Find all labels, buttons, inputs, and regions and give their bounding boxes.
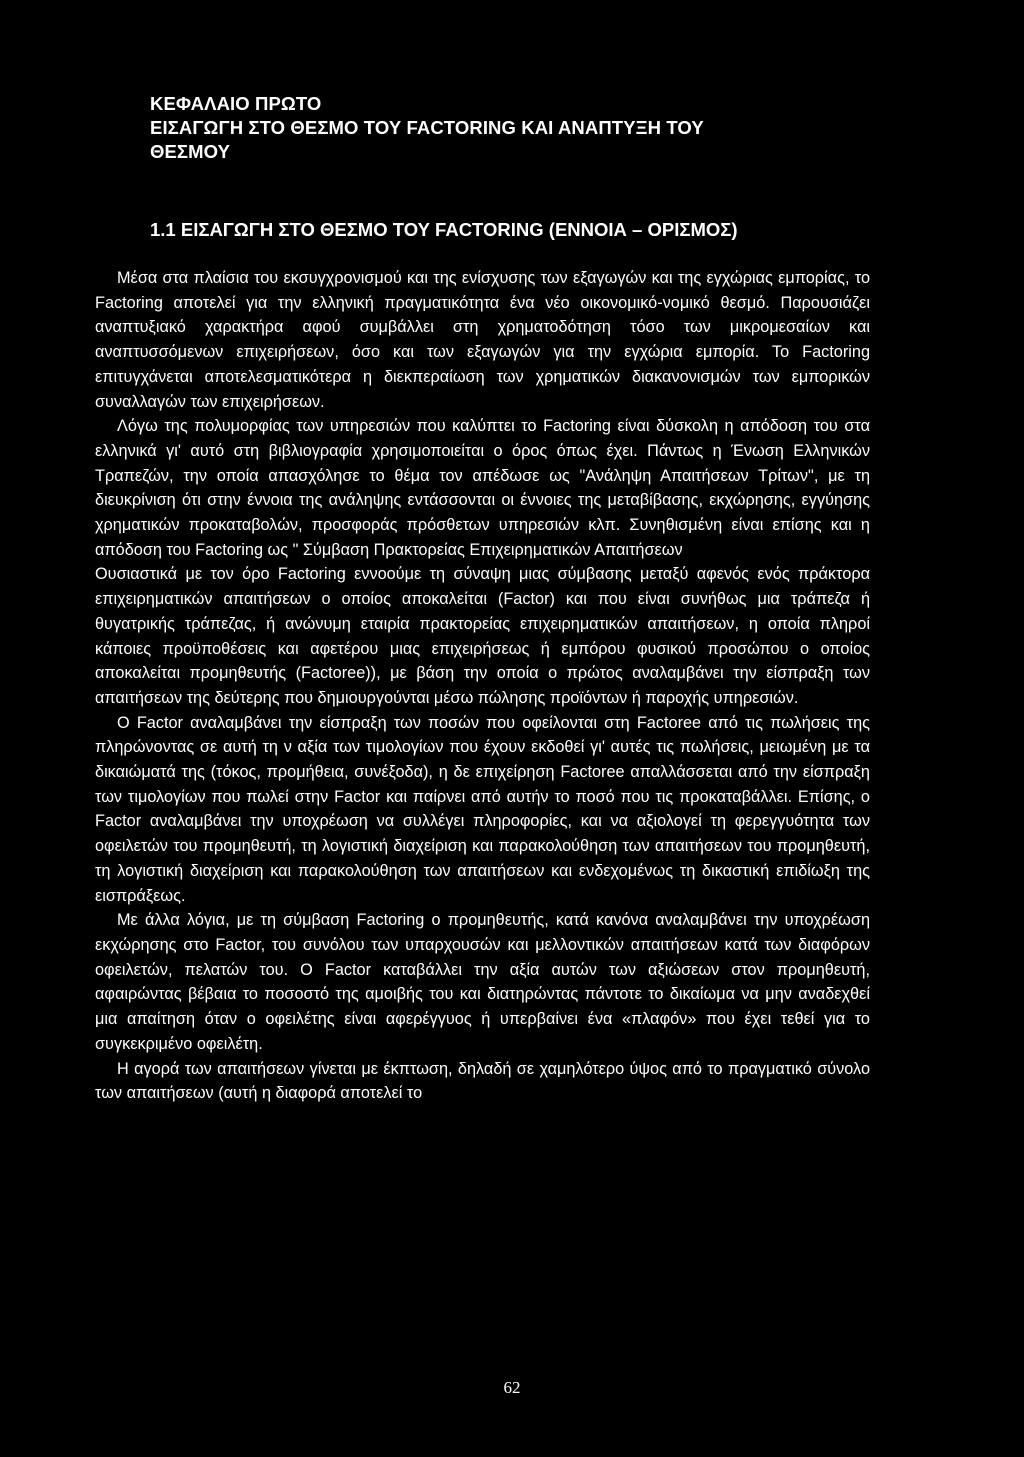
paragraph: Ο Factor αναλαμβάνει την είσπραξη των ποσών που οφείλονται στη Factoree από τις πωλήσεις της πληρώνοντας σε αυτή τη ν αξία των τιμολογίων που έχουν εκδοθεί γι' αυτές τις πωλήσεις, μειωμένη με τα δικαιώματά της (τόκος, προμήθεια, συνέξοδα), η δε επιχείρηση Factoree απαλλάσσεται από την είσπραξη των τιμολογίων που πωλεί στην Factor και παίρνει από αυτήν το ποσό που τις προκαταβάλλει. Επίσης, ο Factor αναλαμβάνει την υποχρέωση να συλλέγει πληροφορίες, και να αξιολογεί τη φερεγγυότητα των οφειλετών του προμηθευτή, τη λογιστική διαχείριση και παρακολούθηση των απαιτήσεων του προμηθευτή, τη λογιστική διαχείριση και παρακολούθηση των απαιτήσεων και ενδεχομένως τη δικαστική επιδίωξη της εισπράξεως. (95, 713, 870, 905)
chapter-heading (150, 92, 890, 164)
paragraph: Λόγω της πολυμορφίας των υπηρεσιών που καλύπτει το Factoring είναι δύσκολη η απόδοση του στα ελληνικά γι' αυτό στη βιβλιογραφία χρησιμοποιείται ο όρος όπως έχει. Πάντως η Ένωση Ελληνικών Τραπεζών, την οποία απασχόλησε το θέμα τον απέδωσε ως "Ανάληψη Απαιτήσεων Τρίτων", με τη διευκρίνιση ότι στην έννοια της ανάληψης εντάσσονται οι έννοιες της μεταβίβασης, εκχώρησης, εγγύησης χρηματικών προκαταβολών, προσφοράς πρόσθετων υπηρεσιών κλπ. Συνηθισμένη είναι επίσης και η απόδοση του Factoring ως " Σύμβαση Πρακτορείας Επιχειρηματικών Απαιτήσεων (95, 417, 870, 559)
page-number: 62 (503, 1378, 521, 1397)
paragraph: Η αγορά των απαιτήσεων γίνεται με έκπτωση, δηλαδή σε χαμηλότερο ύψος από το πραγματικό σύνολο των απαιτήσεων (αυτή η διαφορά αποτελεί το (95, 1059, 870, 1103)
body-text (95, 266, 870, 1106)
chapter-title-line-1: ΕΙΣΑΓΩΓΗ ΣΤΟ ΘΕΣΜΟ ΤΟΥ FACTORING ΚΑΙ ΑΝΑΠΤΥΞΗ ΤΟΥ (150, 117, 704, 138)
paragraph: Μέσα στα πλαίσια του εκσυγχρονισμού και της ενίσχυσης των εξαγωγών και της εγχώριας εμπορίας, το Factoring αποτελεί για την ελληνική πραγματικότητα ένα νέο οικονομικό-νομικό θεσμό. Παρουσιάζει αναπτυξιακό χαρακτήρα αφού συμβάλλει στη χρηματοδότηση τόσο των μικρομεσαίων και αναπτυσσόμενων επιχειρήσεων, όσο και των εξαγωγών για την εγχώρια εμπορία. Το Factoring επιτυγχάνεται αποτελεσματικότερα η διεκπεραίωση των χρηματικών διακανονισμών των εμπορικών συναλλαγών των επιχειρήσεων. (95, 269, 870, 411)
chapter-title-line-2: ΘΕΣΜΟΥ (150, 141, 231, 162)
section-title: 1.1 ΕΙΣΑΓΩΓΗ ΣΤΟ ΘΕΣΜΟ ΤΟΥ FACTORING (ΕΝΝΟΙΑ – ΟΡΙΣΜΟΣ) (150, 219, 738, 240)
chapter-label: ΚΕΦΑΛΑΙΟ ΠΡΩΤΟ (150, 93, 322, 114)
paragraph: Ουσιαστικά με τον όρο Factoring εννοούμε τη σύναψη μιας σύμβασης μεταξύ αφενός ενός πράκτορα επιχειρηματικών απαιτήσεων ο οποίος αποκαλείται (Factor) και που είναι συνήθως μια τράπεζα ή θυγατρικής τράπεζας, ή ανώνυμη εταιρία πρακτορείας επιχειρηματικών απαιτήσεων, η οποία πληροί κάποιες προϋποθέσεις και αφετέρου μιας επιχειρήσεως ή εμπόρου φυσικού προσώπου ο οποίος αποκαλείται προμηθευτής (Factoree)), με βάση την οποία ο πρώτος αναλαμβάνει την είσπραξη των απαιτήσεων της δεύτερης που δημιουργούνται μέσω πώλησης προϊόντων ή παροχής υπηρεσιών. (95, 565, 870, 707)
paragraph: Με άλλα λόγια, με τη σύμβαση Factoring ο προμηθευτής, κατά κανόνα αναλαμβάνει την υποχρέωση εκχώρησης στο Factor, του συνόλου των υπαρχουσών και μελλοντικών απαιτήσεων κατά των διαφόρων οφειλετών, πελατών του. Ο Factor καταβάλλει την αξία αυτών των αξιώσεων στον προμηθευτή, αφαιρώντας βέβαια το ποσοστό της αμοιβής του και διατηρώντας πάντοτε το δικαίωμα να μην αναδεχθεί μια απαίτηση όταν ο οφειλέτης είναι αφερέγγυος ή υπερβαίνει ένα «πλαφόν» που έχει τεθεί για το συγκεκριμένο οφειλέτη. (95, 911, 870, 1053)
